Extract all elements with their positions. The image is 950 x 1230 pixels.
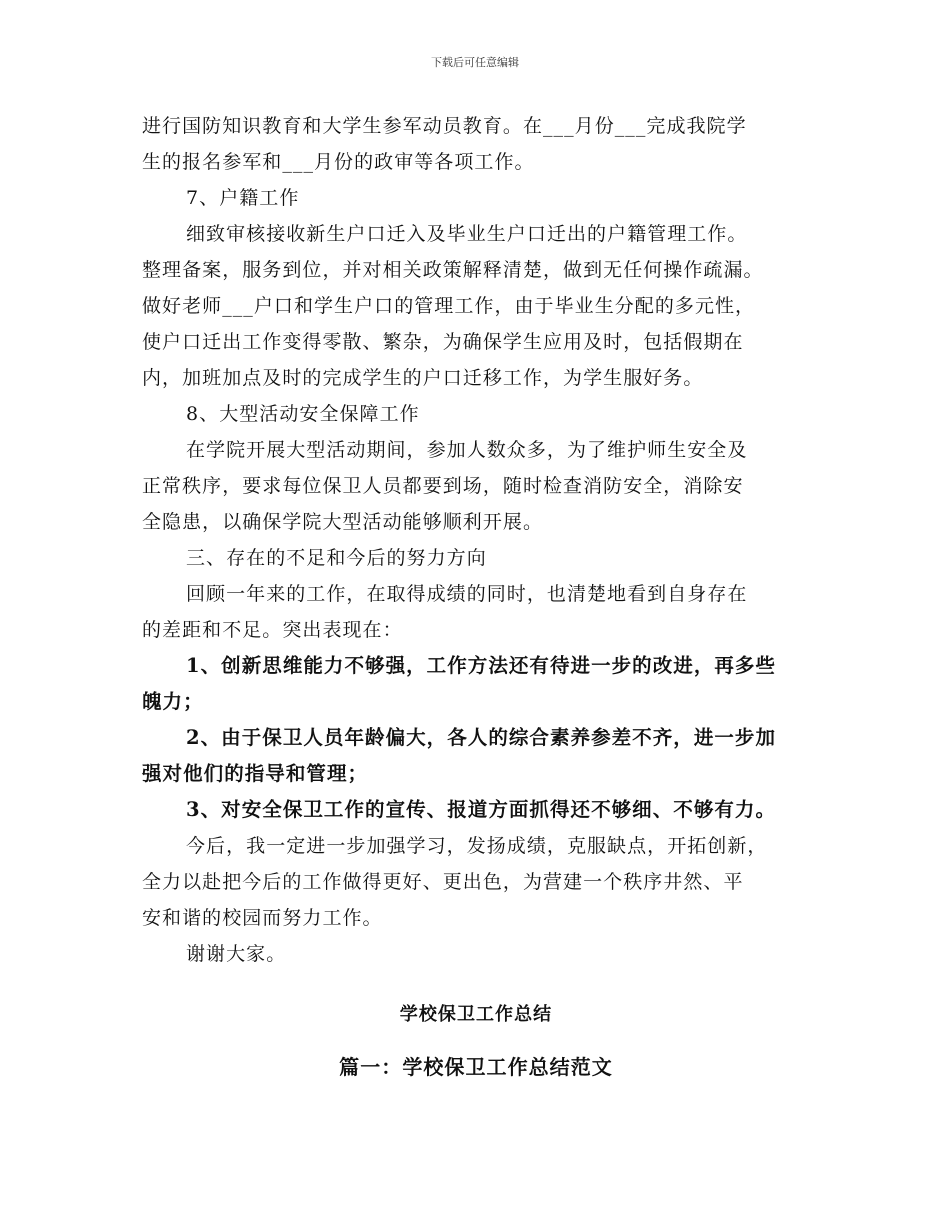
body-line: 今后，我一定进一步加强学习，发扬成绩，克服缺点，开拓创新， bbox=[186, 835, 768, 857]
bold-point-line: 强对他们的指导和管理； bbox=[142, 762, 369, 785]
body-line: 进行国防知识教育和大学生参军动员教育。在___月份___完成我院学 bbox=[142, 115, 747, 137]
body-line: 全力以赴把今后的工作做得更好、更出色，为营建一个秩序井然、平 bbox=[142, 871, 744, 893]
bold-point-line: 2、由于保卫人员年龄偏大，各人的综合素养参差不齐，进一步加 bbox=[186, 726, 777, 749]
section-heading: 8、大型活动安全保障工作 bbox=[186, 403, 420, 425]
body-line: 回顾一年来的工作，在取得成绩的同时，也清楚地看到自身存在 bbox=[186, 583, 748, 605]
body-line: 的差距和不足。突出表现在： bbox=[142, 619, 403, 641]
bold-point-line: 魄力； bbox=[142, 690, 204, 713]
body-line: 使户口迁出工作变得零散、繁杂，为确保学生应用及时，包括假期在 bbox=[142, 331, 744, 353]
section-heading: 7、户籍工作 bbox=[186, 187, 300, 209]
body-line: 整理备案，服务到位，并对相关政策解释清楚，做到无任何操作疏漏。 bbox=[142, 259, 764, 281]
sub-title: 篇一：学校保卫工作总结范文 bbox=[339, 1055, 613, 1079]
body-line: 生的报名参军和___月份的政审等各项工作。 bbox=[142, 151, 535, 173]
body-line: 全隐患，以确保学院大型活动能够顺利开展。 bbox=[142, 511, 544, 533]
closing-line: 谢谢大家。 bbox=[186, 943, 287, 965]
bold-point-line: 3、对安全保卫工作的宣传、报道方面抓得还不够细、不够有力。 bbox=[186, 798, 777, 821]
section-heading: 三、存在的不足和今后的努力方向 bbox=[186, 547, 487, 569]
main-title: 学校保卫工作总结 bbox=[399, 1004, 553, 1025]
body-line: 安和谐的校园而努力工作。 bbox=[142, 907, 383, 929]
body-line: 正常秩序，要求每位保卫人员都要到场，随时检查消防安全，消除安 bbox=[142, 475, 744, 497]
body-line: 在学院开展大型活动期间，参加人数众多，为了维护师生安全及 bbox=[186, 439, 748, 461]
body-line: 内，加班加点及时的完成学生的户口迁移工作，为学生服好务。 bbox=[142, 367, 704, 389]
document-body bbox=[142, 108, 810, 1085]
bold-point-line: 1、创新思维能力不够强，工作方法还有待进一步的改进，再多些 bbox=[186, 654, 777, 677]
body-line: 做好老师___户口和学生户口的管理工作，由于毕业生分配的多元性， bbox=[142, 295, 756, 317]
page-header: 下载后可任意编辑 bbox=[431, 56, 519, 69]
body-line: 细致审核接收新生户口迁入及毕业生户口迁出的户籍管理工作。 bbox=[186, 223, 748, 245]
